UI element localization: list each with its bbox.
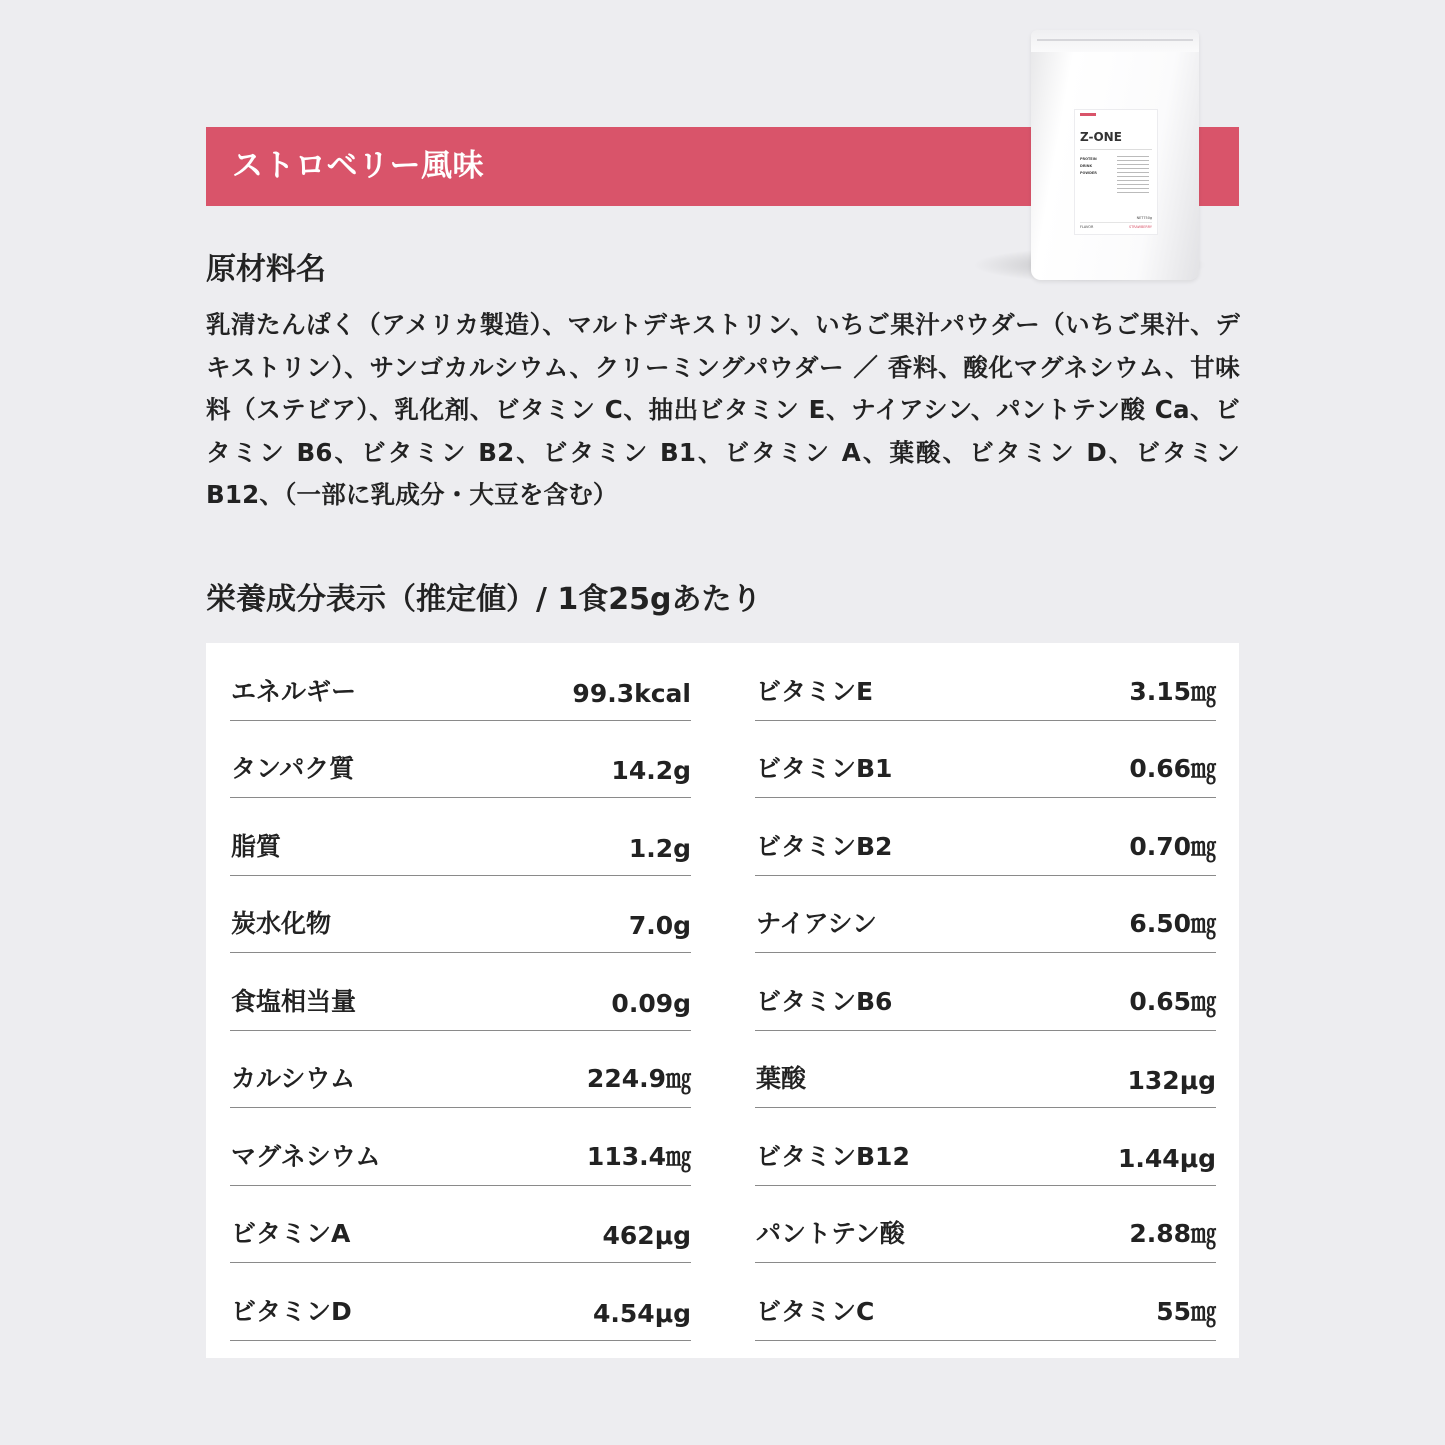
nutrient-name: エネルギー: [231, 676, 357, 706]
pouch-brand-logo: Z-ONE: [1080, 130, 1122, 144]
nutrient-name: タンパク質: [231, 754, 355, 783]
pouch-flavor-label: FLAVOR: [1080, 225, 1094, 229]
nutrition-row: [230, 643, 691, 721]
nutrient-value: 14.2g: [611, 756, 691, 785]
ingredients-heading: 原材料名: [206, 252, 326, 287]
nutrient-name: 葉酸: [756, 1064, 807, 1093]
nutrient-value: 7.0g: [628, 911, 691, 940]
pouch-net-weight: NET750g: [1136, 216, 1152, 220]
nutrient-value: 55㎎: [1156, 1296, 1216, 1326]
nutrition-column-right: [755, 643, 1216, 1341]
pouch-divider: [1080, 149, 1152, 150]
nutrition-table: [206, 643, 1239, 1358]
nutrition-row: [230, 798, 691, 876]
product-pouch-image: [1031, 30, 1199, 280]
pouch-fine-print: [1117, 156, 1149, 196]
nutrient-value: 0.65㎎: [1129, 986, 1216, 1016]
nutrient-name: 脂質: [231, 831, 282, 861]
nutrient-value: 2.88㎎: [1129, 1219, 1216, 1248]
nutrient-name: ビタミンB12: [756, 1141, 910, 1171]
nutrient-name: カルシウム: [231, 1064, 356, 1093]
nutrition-column-left: [230, 643, 691, 1341]
nutrient-value: 132μg: [1127, 1066, 1216, 1095]
nutrient-name: 食塩相当量: [231, 986, 357, 1016]
nutrient-name: ナイアシン: [756, 909, 877, 938]
nutrient-name: ビタミンD: [231, 1296, 352, 1326]
nutrient-value: 3.15㎎: [1129, 676, 1216, 706]
nutrition-row: [755, 1031, 1216, 1109]
nutrient-name: マグネシウム: [231, 1141, 381, 1171]
nutrient-name: ビタミンC: [756, 1296, 875, 1326]
nutrition-row: [755, 1263, 1216, 1341]
nutrition-row: [755, 1186, 1216, 1264]
nutrient-value: 1.2g: [628, 833, 691, 863]
nutrient-name: 炭水化物: [231, 909, 332, 938]
nutrition-row: [230, 876, 691, 954]
nutrient-name: パントテン酸: [756, 1219, 905, 1248]
nutrition-row: [230, 1108, 691, 1186]
nutrient-value: 6.50㎎: [1129, 909, 1216, 938]
nutrition-row: [230, 953, 691, 1031]
nutrient-value: 4.54μg: [593, 1298, 691, 1328]
flavor-title: ストロベリー風味: [232, 148, 484, 184]
pouch-label: [1075, 110, 1157, 234]
nutrient-name: ビタミンB6: [756, 986, 893, 1016]
pouch-flavor: STRAWBERRY: [1129, 225, 1152, 229]
pouch-top-seal: [1031, 30, 1199, 52]
nutrient-name: ビタミンE: [756, 676, 874, 706]
nutrition-row: [230, 1031, 691, 1109]
nutrient-value: 1.44μg: [1118, 1143, 1216, 1173]
pouch-label-accent: [1080, 113, 1096, 116]
nutrient-name: ビタミンA: [231, 1219, 351, 1248]
pouch-subtitle: PROTEIN DRINK POWDER: [1080, 157, 1097, 175]
nutrient-value: 0.66㎎: [1129, 754, 1216, 783]
nutrition-row: [755, 721, 1216, 799]
nutrition-heading: 栄養成分表示（推定値）/ 1食25gあたり: [206, 582, 762, 617]
nutrition-row: [755, 953, 1216, 1031]
nutrient-value: 0.70㎎: [1129, 831, 1216, 861]
nutrition-row: [230, 1186, 691, 1264]
nutrient-value: 99.3kcal: [572, 678, 691, 708]
nutrition-row: [230, 1263, 691, 1341]
nutrient-name: ビタミンB2: [756, 831, 893, 861]
ingredients-text: 乳清たんぱく（アメリカ製造）、マルトデキストリン、いちご果汁パウダー（いちご果汁、デキストリン）、サンゴカルシウム、クリーミングパウダー ／ 香料、酸化マグネシウム、甘味料（ステビア）、乳化剤、ビタミン C、抽出ビタミン E、ナイアシン、パントテン酸 Ca、ビタミン B6、ビタミン B2、ビタミン B1、ビタミン A、葉酸、ビタミン D、ビタミン B12、（一部に乳成分・大豆を含む）: [206, 310, 1240, 509]
nutrition-row: [755, 1108, 1216, 1186]
nutrition-row: [755, 643, 1216, 721]
nutrition-row: [755, 798, 1216, 876]
nutrient-name: ビタミンB1: [756, 754, 893, 783]
nutrition-row: [230, 721, 691, 799]
nutrition-row: [755, 876, 1216, 954]
nutrient-value: 0.09g: [611, 988, 691, 1018]
nutrient-value: 224.9㎎: [586, 1064, 691, 1093]
nutrient-value: 462μg: [602, 1221, 691, 1250]
pouch-zipper: [1037, 39, 1193, 41]
nutrient-value: 113.4㎎: [586, 1141, 691, 1171]
pouch-footer-divider: [1080, 222, 1152, 223]
